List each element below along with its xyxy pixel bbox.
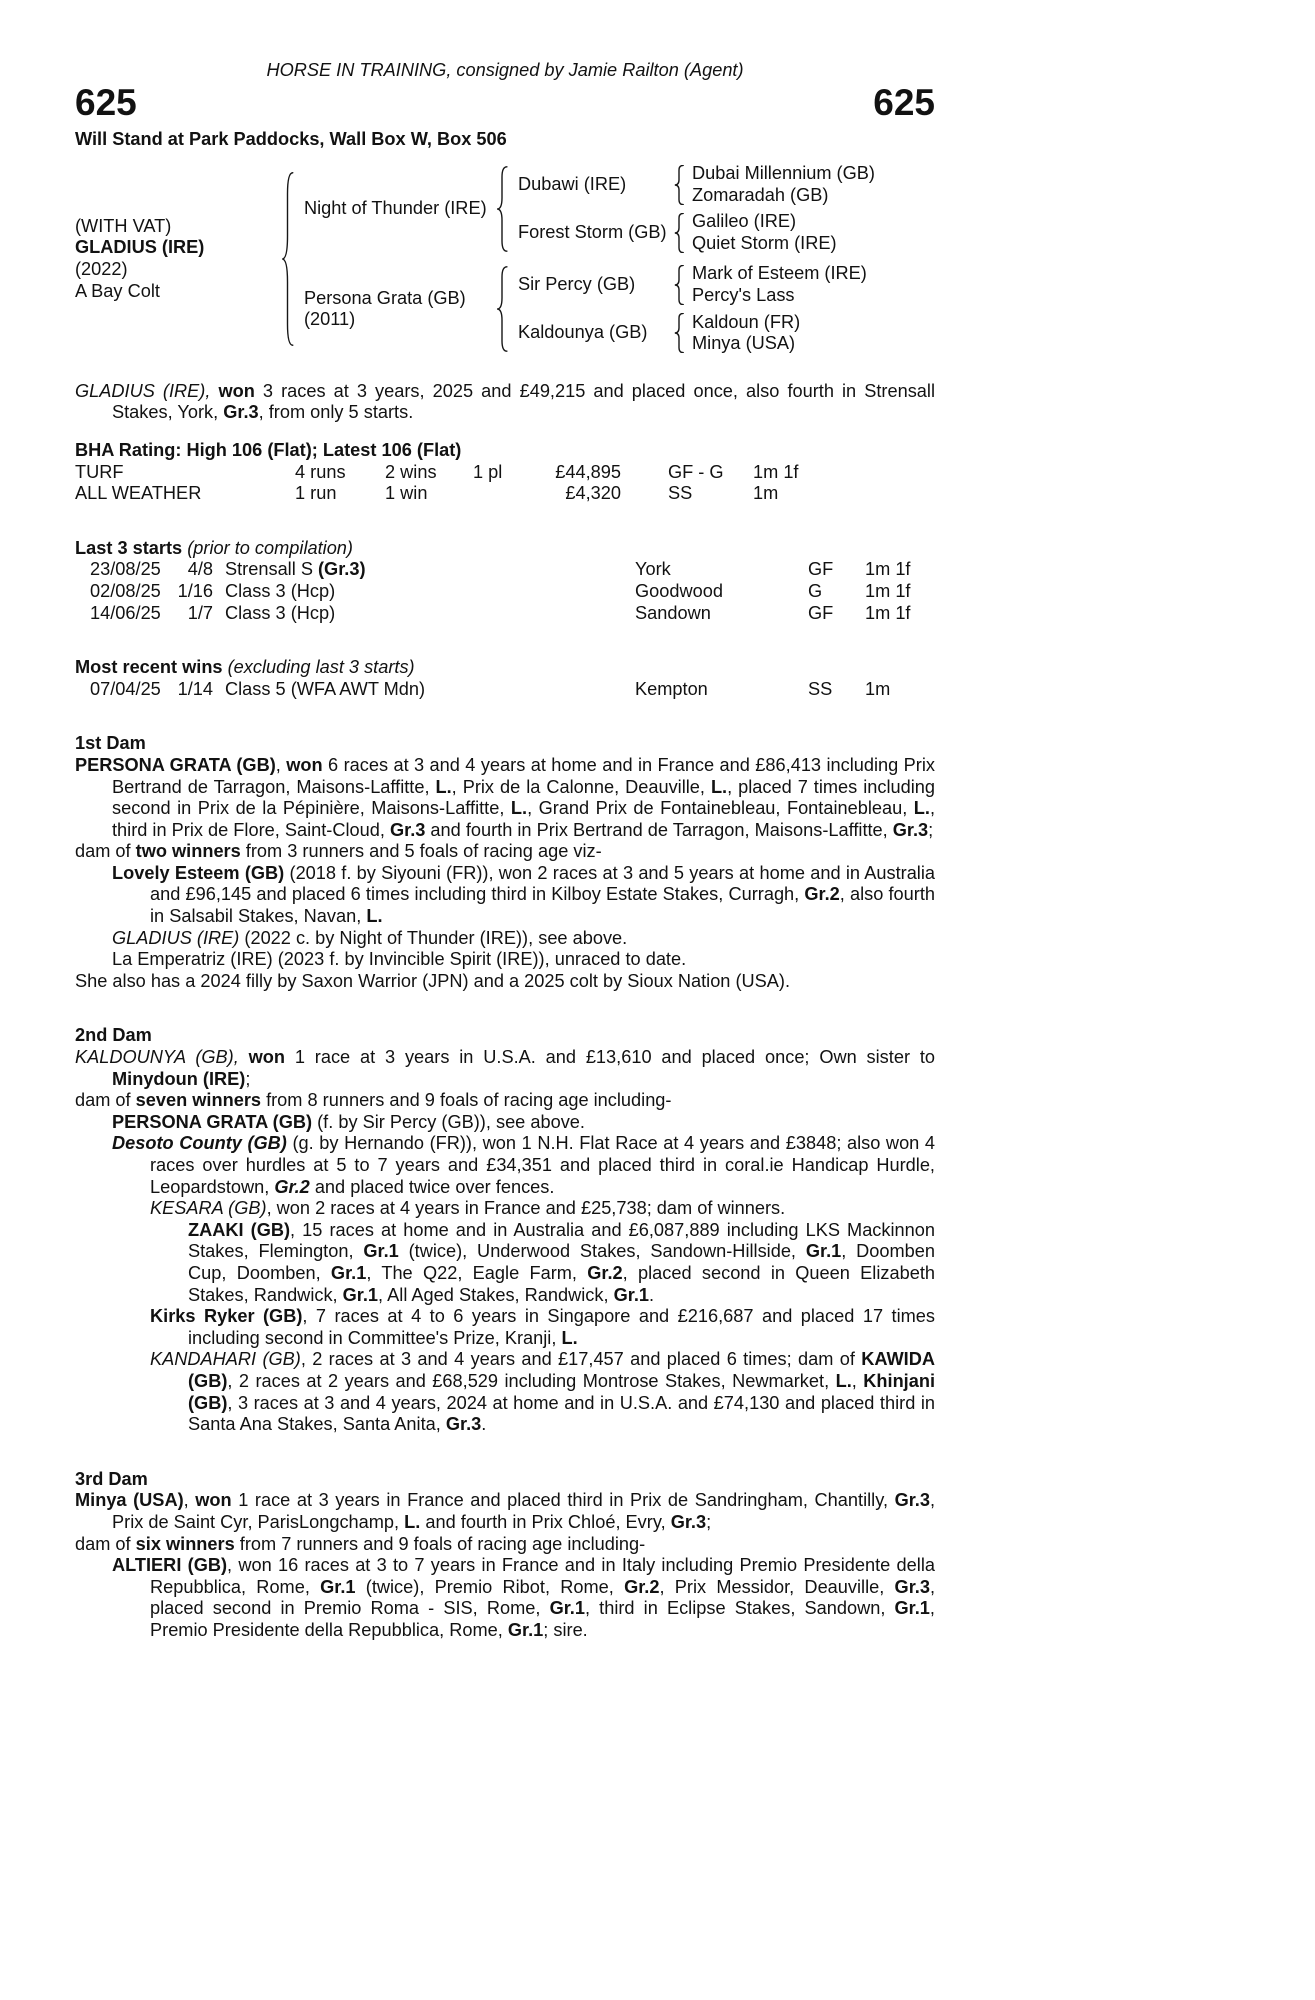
dam-section	[75, 1025, 935, 1435]
grandsire-name: Sir Percy (GB)	[518, 274, 636, 295]
cell-course: Goodwood	[635, 580, 723, 601]
pedigree-paragraph: KANDAHARI (GB), 2 races at 3 and 4 years and £17,457 and placed 6 times; dam of KAWIDA (GB), 2 races at 2 years and £68,529 including Montrose Stakes, Newmarket, L., Khinjani (GB), 3 races at 3 and 4 years, 2024 at home and in U.S.A. and £74,130 and placed third in Santa Ana Stakes, Santa Anita, Gr.3.	[150, 1349, 936, 1435]
pedigree-paragraph: Kirks Ryker (GB), 7 races at 4 to 6 years in Singapore and £216,687 and placed 17 times including second in Committee's Prize, Kranji, L.	[150, 1306, 935, 1348]
dam-heading: 2nd Dam	[75, 1025, 152, 1046]
pedigree-paragraph: dam of two winners from 3 runners and 5 foals of racing age viz-	[75, 841, 602, 862]
bha-rating-heading: BHA Rating: High 106 (Flat); Latest 106 (Flat)	[75, 439, 462, 460]
dam-half	[295, 263, 935, 354]
cell-result: 4/8	[187, 559, 213, 580]
page-header	[75, 60, 935, 151]
grandsire-row	[509, 163, 935, 206]
subject-description: A Bay Colt	[75, 280, 160, 301]
cell-race: Class 3 (Hcp)	[225, 580, 336, 601]
pedigree-paragraph: Desoto County (GB) (g. by Hernando (FR)), won 1 N.H. Flat Race at 4 years and £3848; also won 4 races over hurdles at 5 to 7 years and £34,351 and placed third in coral.ie Handicap Hurdle, Leopardstown, Gr.2 and placed twice over fences.	[112, 1133, 936, 1197]
great-granddam-name: Minya (USA)	[692, 333, 796, 354]
race-record-summary: GLADIUS (IRE), won 3 races at 3 years, 2025 and £49,215 and placed once, also fourth in Strensall Stakes, York, Gr.3, from only 5 starts.	[75, 380, 936, 423]
cell-going: SS	[668, 483, 693, 504]
dam-cell	[295, 288, 495, 331]
last-three-starts-heading	[75, 538, 935, 560]
subject-horse-name: GLADIUS (IRE)	[75, 237, 205, 258]
cell-wins: 2 wins	[385, 461, 437, 482]
dam-section	[75, 1469, 935, 1642]
cell-runs: 4 runs	[295, 461, 346, 482]
cell-course: Kempton	[635, 678, 708, 699]
cell-going: GF	[808, 559, 834, 580]
dam-foaling-year: (2011)	[304, 309, 356, 330]
sire-name: Night of Thunder (IRE)	[304, 197, 487, 218]
cell-race: Strensall S (Gr.3)	[225, 559, 366, 580]
cell-places: 1 pl	[473, 461, 503, 482]
most-recent-wins-block	[75, 657, 935, 700]
sire-half	[295, 163, 935, 254]
pedigree-paragraph: PERSONA GRATA (GB) (f. by Sir Percy (GB)), see above.	[112, 1111, 585, 1132]
pedigree-brace-icon	[673, 165, 685, 205]
pedigree-brace-icon	[495, 166, 509, 252]
cell-wins: 1 win	[385, 483, 428, 504]
cell-distance: 1m	[865, 678, 891, 699]
pedigree-paragraph: La Emperatriz (IRE) (2023 f. by Invincible Spirit (IRE)), unraced to date.	[112, 949, 687, 970]
dam-heading: 1st Dam	[75, 733, 146, 754]
cell-race: Class 3 (Hcp)	[225, 602, 336, 623]
stand-location-line: Will Stand at Park Paddocks, Wall Box W, Box 506	[75, 129, 507, 150]
granddam-row	[509, 211, 935, 254]
cell-places	[473, 483, 551, 505]
cell-date: 14/06/25	[90, 602, 161, 623]
cell-surface: ALL WEATHER	[75, 483, 202, 504]
most-recent-wins-table	[75, 679, 935, 701]
cell-distance: 1m	[753, 483, 779, 504]
pedigree-brace-icon	[673, 313, 685, 353]
great-grandsire-name: Kaldoun (FR)	[692, 311, 801, 332]
cell-course: York	[635, 559, 671, 580]
pedigree-paragraph: KESARA (GB), won 2 races at 4 years in France and £25,738; dam of winners.	[150, 1198, 786, 1219]
cell-date: 23/08/25	[90, 559, 161, 580]
cell-runs: 1 run	[295, 483, 337, 504]
lot-number-right: 625	[873, 81, 935, 123]
pedigree-paragraph: dam of seven winners from 8 runners and 9 foals of racing age including-	[75, 1090, 672, 1111]
lot-number-row	[75, 81, 935, 123]
cell-going: GF	[808, 602, 834, 623]
section-title-note: (prior to compilation)	[182, 537, 353, 558]
granddam-name: Forest Storm (GB)	[518, 222, 667, 243]
most-recent-wins-heading	[75, 657, 935, 679]
pedigree-brace-icon	[673, 265, 685, 305]
pedigree-paragraph: GLADIUS (IRE) (2022 c. by Night of Thunder (IRE)), see above.	[112, 927, 628, 948]
cell-going: G	[808, 580, 823, 601]
dam-sections	[75, 733, 935, 1641]
cell-distance: 1m 1f	[865, 602, 911, 623]
cell-course: Sandown	[635, 602, 711, 623]
pedigree-table	[75, 163, 935, 355]
cell-date: 02/08/25	[90, 580, 161, 601]
subject-foaling-year: (2022)	[75, 258, 128, 279]
cell-going: GF - G	[668, 461, 724, 482]
cell-going: SS	[808, 678, 833, 699]
great-grandsire-name: Galileo (IRE)	[692, 211, 797, 232]
cell-earnings: £44,895	[555, 461, 621, 482]
dam-heading: 3rd Dam	[75, 1468, 148, 1489]
subject-horse-block	[75, 216, 280, 302]
pedigree-brace-icon	[673, 213, 685, 253]
pedigree-paragraph: PERSONA GRATA (GB), won 6 races at 3 and 4 years at home and in France and £86,413 including Prix Bertrand de Tarragon, Maisons-Laffitte, L., Prix de la Calonne, Deauville, L., placed 7 times including second in Prix de la Pépinière, Maisons-Laffitte, L., Grand Prix de Fontainebleau, Fontainebleau, L., third in Prix de Flore, Saint-Cloud, Gr.3 and fourth in Prix Bertrand de Tarragon, Maisons-Laffitte, Gr.3;	[75, 754, 936, 840]
cell-date: 07/04/25	[90, 678, 161, 699]
cell-surface: TURF	[75, 461, 124, 482]
bha-rating-block	[75, 440, 935, 505]
dam-name: Persona Grata (GB)	[304, 287, 466, 308]
granddam-row	[509, 312, 935, 355]
pedigree-generations	[295, 163, 935, 355]
pedigree-brace-icon	[280, 171, 295, 347]
cell-earnings: £4,320	[565, 483, 621, 504]
great-granddam-name: Zomaradah (GB)	[692, 184, 829, 205]
rating-table	[75, 462, 935, 505]
vat-note: (WITH VAT)	[75, 215, 172, 236]
grandsire-name: Dubawi (IRE)	[518, 173, 627, 194]
lot-number-left: 625	[75, 81, 137, 123]
pedigree-brace-icon	[495, 266, 509, 352]
great-granddam-name: Quiet Storm (IRE)	[692, 232, 837, 253]
pedigree-paragraph: KALDOUNYA (GB), won 1 race at 3 years in U.S.A. and £13,610 and placed once; Own sister to Minydoun (IRE);	[75, 1047, 936, 1089]
cell-result: 1/14	[177, 678, 213, 699]
pedigree-paragraph: ZAAKI (GB), 15 races at home and in Australia and £6,087,889 including LKS Mackinnon Stakes, Flemington, Gr.1 (twice), Underwood Stakes, Sandown-Hillside, Gr.1, Doomben Cup, Doomben, Gr.1, The Q22, Eagle Farm, Gr.2, placed second in Queen Elizabeth Stakes, Randwick, Gr.1, All Aged Stakes, Randwick, Gr.1.	[188, 1219, 935, 1305]
consignor-line: HORSE IN TRAINING, consigned by Jamie Railton (Agent)	[266, 60, 744, 80]
cell-distance: 1m 1f	[865, 580, 911, 601]
section-title: Last 3 starts	[75, 537, 183, 558]
cell-race: Class 5 (WFA AWT Mdn)	[225, 678, 426, 699]
pedigree-paragraph: Minya (USA), won 1 race at 3 years in France and placed third in Prix de Sandringham, Chantilly, Gr.3, Prix de Saint Cyr, ParisLongchamp, L. and fourth in Prix Chloé, Evry, Gr.3;	[75, 1490, 936, 1532]
last-three-starts-block	[75, 538, 935, 624]
section-title: Most recent wins	[75, 657, 223, 678]
last-three-starts-table	[75, 559, 935, 624]
pedigree-paragraph: Lovely Esteem (GB) (2018 f. by Siyouni (FR)), won 2 races at 3 and 5 years at home and in Australia and £96,145 and placed 6 times including third in Kilboy Estate Stakes, Curragh, Gr.2, also fourth in Salsabil Stakes, Navan, L.	[112, 862, 936, 927]
cell-result: 1/7	[187, 602, 213, 623]
grandsire-row	[509, 263, 935, 306]
sire-cell	[295, 198, 495, 220]
great-grandsire-name: Mark of Esteem (IRE)	[692, 263, 867, 284]
great-grandsire-name: Dubai Millennium (GB)	[692, 163, 875, 184]
pedigree-paragraph: dam of six winners from 7 runners and 9 foals of racing age including-	[75, 1533, 646, 1554]
dam-section	[75, 733, 935, 992]
section-title-note: (excluding last 3 starts)	[222, 657, 415, 678]
cell-distance: 1m 1f	[865, 559, 911, 580]
great-granddam-name: Percy's Lass	[692, 285, 795, 305]
cell-result: 1/16	[177, 580, 213, 601]
granddam-name: Kaldounya (GB)	[518, 322, 648, 343]
pedigree-paragraph: She also has a 2024 filly by Saxon Warrior (JPN) and a 2025 colt by Sioux Nation (USA).	[75, 970, 791, 991]
pedigree-paragraph: ALTIERI (GB), won 16 races at 3 to 7 years in France and in Italy including Premio Presidente della Repubblica, Rome, Gr.1 (twice), Premio Ribot, Rome, Gr.2, Prix Messidor, Deauville, Gr.3, placed second in Premio Roma - SIS, Rome, Gr.1, third in Eclipse Stakes, Sandown, Gr.1, Premio Presidente della Repubblica, Rome, Gr.1; sire.	[112, 1555, 935, 1640]
cell-distance: 1m 1f	[753, 461, 799, 482]
